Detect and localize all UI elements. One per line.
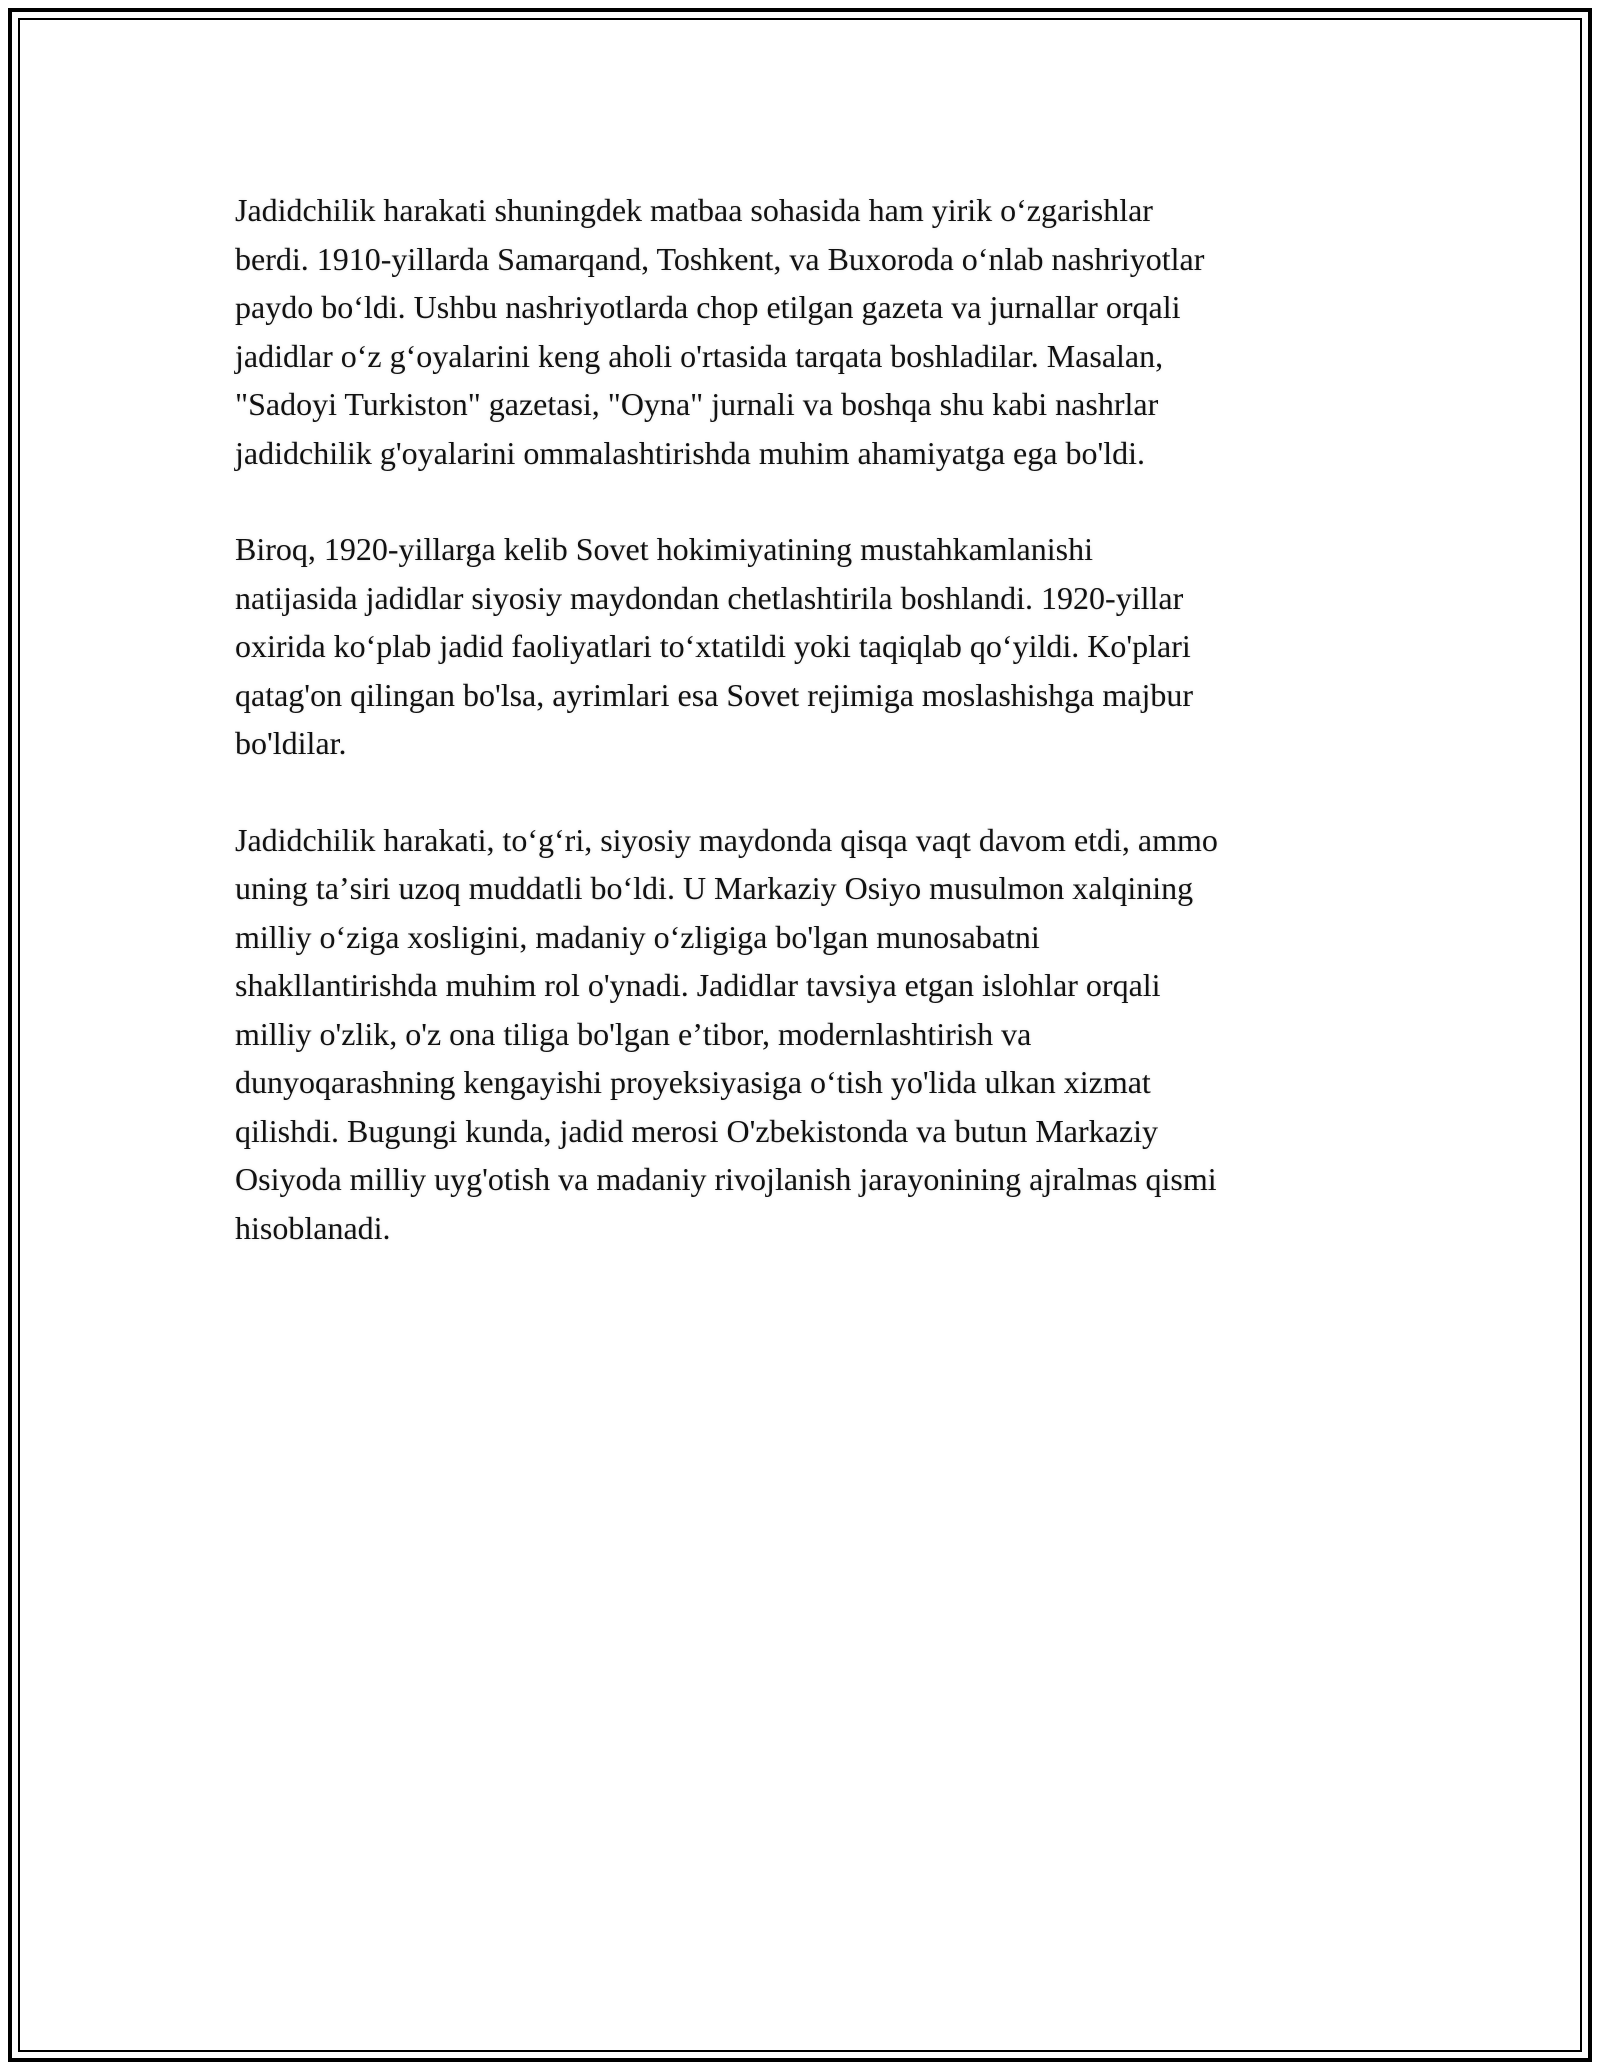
text-line: uning taʼsiri uzoq muddatli boʻldi. U Markaziy Osiyo musulmon xalqining <box>235 870 1194 906</box>
text-line: Jadidchilik harakati, toʻgʻri, siyosiy maydonda qisqa vaqt davom etdi, ammo <box>235 821 1218 858</box>
text-line: paydo boʻldi. Ushbu nashriyotlarda chop etilgan gazeta va jurnallar orqali <box>235 289 1181 325</box>
text-line: dunyoqarashning kengayishi proyeksiyasiga oʻtish yo'lida ulkan xizmat <box>235 1064 1151 1100</box>
text-line: Jadidchilik harakati shuningdek matbaa sohasida ham yirik oʻzgarishlar <box>235 192 1153 228</box>
text-line: "Sadoyi Turkiston" gazetasi, "Oyna" jurnali va boshqa shu kabi nashrlar <box>235 386 1159 422</box>
paragraph-printing <box>235 186 1365 477</box>
text-line: oxirida koʻplab jadid faoliyatlari toʻxtatildi yoki taqiqlab qoʻyildi. Ko'plari <box>235 628 1191 664</box>
text-line: qatag'on qilingan bo'lsa, ayrimlari esa Sovet rejimiga moslashishga majbur <box>235 676 1193 713</box>
text-line: Osiyoda milliy uyg'otish va madaniy rivojlanish jarayonining ajralmas qismi <box>235 1161 1217 1197</box>
text-line: natijasida jadidlar siyosiy maydondan chetlashtirila boshlandi. 1920-yillar <box>235 579 1184 616</box>
text-line: qilishdi. Bugungi kunda, jadid merosi O'zbekistonda va butun Markaziy <box>235 1112 1158 1149</box>
document-body <box>235 186 1365 1300</box>
text-line: hisoblanadi. <box>235 1209 391 1246</box>
text-line: shakllantirishda muhim rol o'ynadi. Jadidlar tavsiya etgan islohlar orqali <box>235 967 1161 1003</box>
text-line: Biroq, 1920-yillarga kelib Sovet hokimiyatining mustahkamlanishi <box>235 531 1093 567</box>
text-line: berdi. 1910-yillarda Samarqand, Toshkent, va Buxoroda oʻnlab nashriyotlar <box>235 240 1205 277</box>
paragraph-legacy <box>235 816 1365 1253</box>
text-line: milliy o'zlik, o'z ona tiliga bo'lgan eʼtibor, modernlashtirish va <box>235 1015 1032 1052</box>
text-line: jadidlar oʻz gʻoyalarini keng aholi o'rtasida tarqata boshladilar. Masalan, <box>235 337 1164 374</box>
text-line: jadidchilik g'oyalarini ommalashtirishda muhim ahamiyatga ega bo'ldi. <box>235 434 1145 471</box>
paragraph-soviet-period <box>235 525 1365 768</box>
text-line: bo'ldilar. <box>235 725 347 761</box>
text-line: milliy oʻziga xosligini, madaniy oʻzligiga bo'lgan munosabatni <box>235 918 1040 955</box>
